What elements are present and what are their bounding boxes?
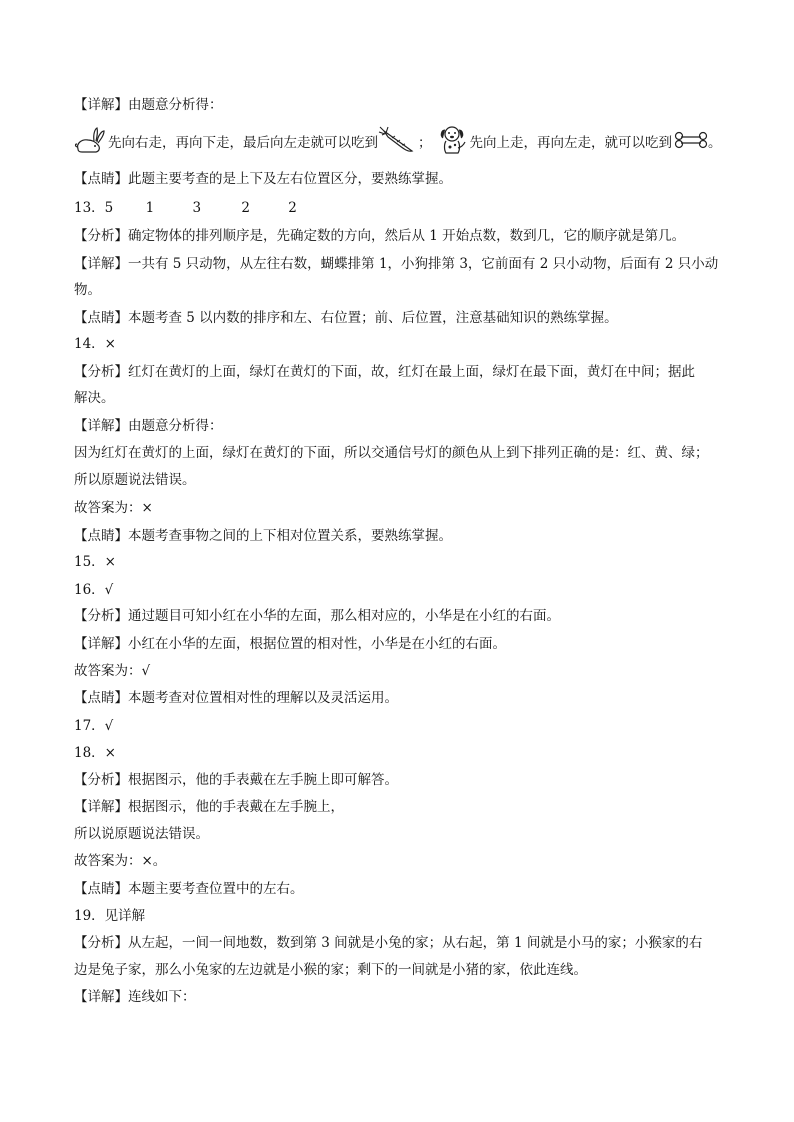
comment-line: 【点睛】本题考查 5 以内数的排序和左、右位置；前、后位置，注意基础知识的熟练掌握。 xyxy=(74,310,618,326)
answer-15: 15．× xyxy=(74,554,116,570)
analysis-line: 【分析】通过题目可知小红在小华的左面，那么相对应的，小华是在小红的右面。 xyxy=(74,608,560,624)
dog-path-text: 先向上走，再向左走，就可以吃到 xyxy=(469,135,672,151)
answer-17: 17．√ xyxy=(74,718,114,734)
analysis-line: 【分析】从左起，一间一间地数，数到第 3 间就是小兔的家；从右起，第 1 间就是小马的家；小猴家的右 xyxy=(74,935,703,951)
detail-line-cont: 所以说原题说法错误。 xyxy=(74,826,209,842)
answer-18: 18．× xyxy=(74,745,116,761)
comment-line: 【点睛】本题考查对位置相对性的理解以及灵活运用。 xyxy=(74,690,398,706)
detail-line: 【详解】根据图示，他的手表戴在左手腕上， xyxy=(74,799,344,815)
carrot-icon xyxy=(378,125,418,161)
answer-19: 19．见详解 xyxy=(74,908,146,924)
answer-line: 故答案为：×。 xyxy=(74,853,167,869)
q13-answer-4: 2 xyxy=(241,200,250,216)
answer-line: 故答案为：√ xyxy=(74,663,151,679)
analysis-line: 【分析】根据图示，他的手表戴在左手腕上即可解答。 xyxy=(74,772,398,788)
q13-answer-2: 1 xyxy=(145,200,155,216)
detail-heading: 【详解】连线如下： xyxy=(74,989,196,1005)
answer-16: 16．√ xyxy=(74,582,114,598)
analysis-line: 【分析】确定物体的排列顺序是，先确定数的方向，然后从 1 开始点数，数到几，它的顺序就是第几。 xyxy=(74,228,686,244)
answer-14: 14．× xyxy=(74,336,116,352)
separator-text: ； xyxy=(418,135,432,151)
answer-line: 故答案为：× xyxy=(74,500,153,516)
comment-line: 【点睛】本题考查事物之间的上下相对位置关系，要熟练掌握。 xyxy=(74,528,452,544)
rabbit-icon xyxy=(74,125,108,161)
comment-line: 【点睛】此题主要考查的是上下及左右位置区分，要熟练掌握。 xyxy=(74,171,452,187)
q13-answers xyxy=(74,198,297,218)
bone-icon xyxy=(674,130,708,156)
detail-heading: 【详解】由题意分析得： xyxy=(74,418,223,434)
analysis-line-cont: 解决。 xyxy=(74,390,115,406)
detail-line: 因为红灯在黄灯的上面，绿灯在黄灯的下面，所以交通信号灯的颜色从上到下排列正确的是：红、黄、绿； xyxy=(74,445,709,461)
q13-answer-5: 2 xyxy=(288,200,297,216)
q13-label: 13．5 xyxy=(74,200,114,216)
rabbit-path-text: 先向右走，再向下走，最后向左走就可以吃到 xyxy=(108,135,378,151)
dog-icon xyxy=(436,124,470,162)
path-description-row xyxy=(74,128,722,158)
detail-line-cont: 物。 xyxy=(74,282,101,298)
analysis-line-cont: 边是兔子家，那么小兔家的左边就是小猴的家；剩下的一间就是小猪的家，依此连线。 xyxy=(74,962,587,978)
period-text: 。 xyxy=(708,135,722,151)
detail-heading: 【详解】由题意分析得： xyxy=(74,97,223,113)
q13-answer-3: 3 xyxy=(192,200,202,216)
analysis-line: 【分析】红灯在黄灯的上面，绿灯在黄灯的下面，故，红灯在最上面，绿灯在最下面，黄灯在中间；据此 xyxy=(74,364,695,380)
comment-line: 【点睛】本题主要考查位置中的左右。 xyxy=(74,881,304,897)
detail-line: 【详解】一共有 5 只动物，从左往右数，蝴蝶排第 1，小狗排第 3，它前面有 2 只小动物，后面有 2 只小动 xyxy=(74,256,719,272)
detail-line: 【详解】小红在小华的左面，根据位置的相对性，小华是在小红的右面。 xyxy=(74,636,506,652)
detail-line-cont: 所以原题说法错误。 xyxy=(74,472,196,488)
